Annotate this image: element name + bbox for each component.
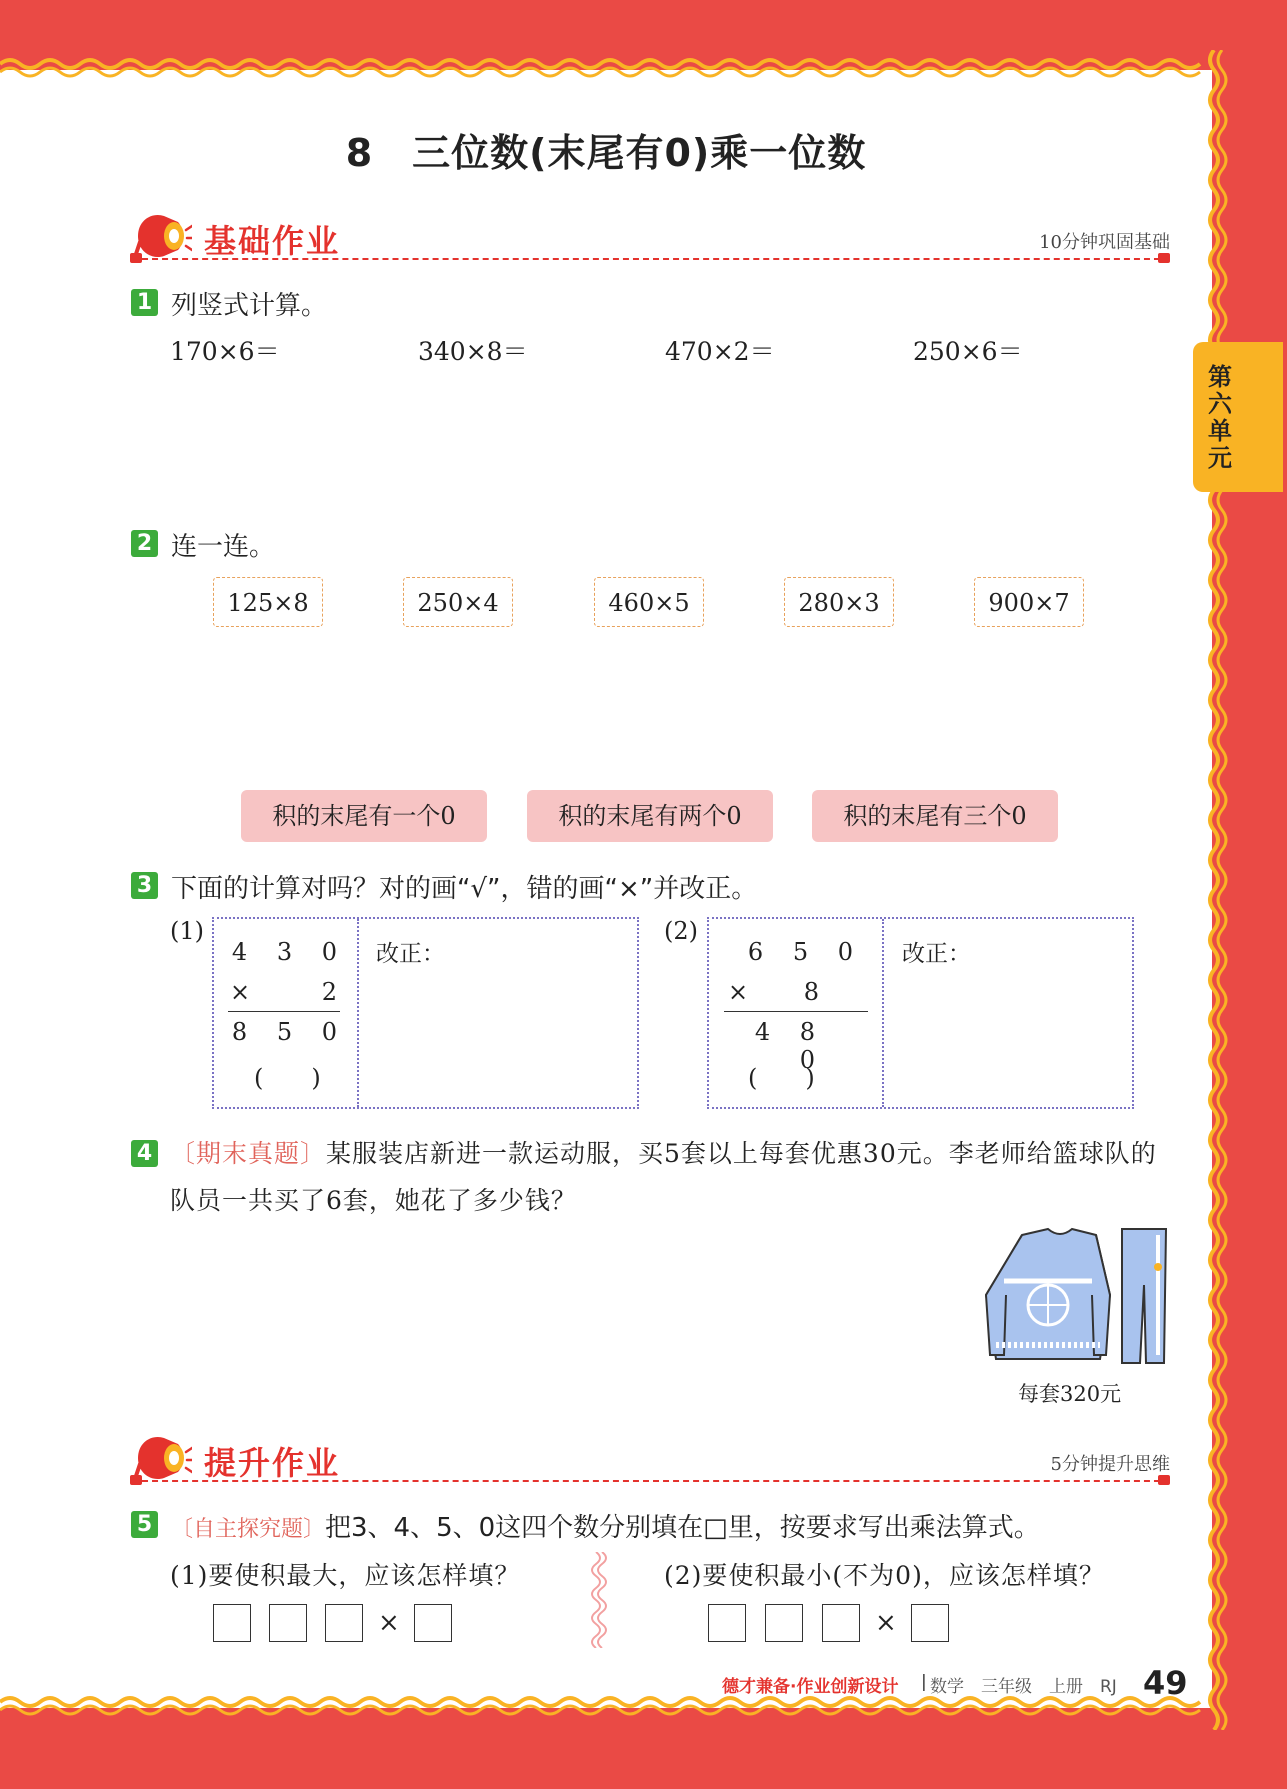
question-number-1: 1 — [131, 289, 158, 316]
vertical-calc-result: 8 5 0 — [231, 1018, 348, 1046]
correction-label: 改正： — [902, 941, 971, 967]
judgement-blank[interactable]: ( ) — [748, 1064, 815, 1092]
q3-problem-label: (2) — [664, 917, 698, 945]
match-item[interactable]: 900×7 — [974, 577, 1084, 627]
divider-end-right — [1158, 1475, 1170, 1485]
wavy-border-right — [1200, 50, 1240, 1730]
question-5-prompt — [171, 1507, 1040, 1544]
question-number-5: 5 — [131, 1511, 158, 1538]
judgement-blank[interactable]: ( ) — [254, 1064, 321, 1092]
question-2-prompt: 连一连。 — [171, 532, 276, 562]
q1-expression: 340×8＝ — [418, 337, 528, 366]
question-number-2: 2 — [131, 530, 158, 557]
question-3-prompt: 下面的计算对吗？对的画“√”，错的画“×”并改正。 — [171, 874, 758, 904]
match-item[interactable]: 460×5 — [594, 577, 704, 627]
match-item[interactable]: 125×8 — [213, 577, 323, 627]
q5-sub-question-2: (2)要使积最小(不为0)，应该怎样填？ — [664, 1561, 1105, 1590]
section-divider-basic — [132, 258, 1170, 260]
question-number-3: 3 — [131, 872, 158, 899]
footer-separator: | — [921, 1672, 927, 1692]
q5-sub-question-1: (1)要使积最大，应该怎样填？ — [170, 1561, 521, 1590]
price-label: 每套320元 — [1018, 1382, 1122, 1406]
wavy-separator — [588, 1552, 610, 1648]
section-note-basic: 10分钟巩固基础 — [1039, 232, 1170, 253]
q3-box-divider — [882, 919, 884, 1107]
section-header-basic — [130, 208, 1170, 268]
answer-box[interactable] — [708, 1604, 746, 1642]
question-5-tag: 〔自主探究题〕 — [171, 1517, 326, 1542]
match-target[interactable]: 积的末尾有三个0 — [812, 790, 1058, 842]
answer-box[interactable] — [325, 1604, 363, 1642]
answer-box[interactable] — [269, 1604, 307, 1642]
q1-expression: 170×6＝ — [170, 337, 280, 366]
multiply-sign: × — [875, 1608, 897, 1638]
match-item[interactable]: 280×3 — [784, 577, 894, 627]
lesson-title: 8 三位数(末尾有0)乘一位数 — [345, 131, 867, 175]
question-5-body: 把3、4、5、0这四个数分别填在□里，按要求写出乘法算式。 — [325, 1513, 1040, 1543]
answer-box[interactable] — [911, 1604, 949, 1642]
section-name-basic: 基础作业 — [204, 222, 341, 260]
unit-side-tab — [1193, 342, 1283, 492]
answer-box[interactable] — [213, 1604, 251, 1642]
answer-box[interactable] — [414, 1604, 452, 1642]
match-target[interactable]: 积的末尾有两个0 — [527, 790, 773, 842]
q1-expression: 470×2＝ — [665, 337, 775, 366]
answer-box[interactable] — [765, 1604, 803, 1642]
question-4-text — [170, 1130, 1175, 1224]
tracksuit-illustration — [982, 1225, 1172, 1375]
footer-brand: 德才兼备·作业创新设计 — [722, 1677, 899, 1697]
question-1-prompt: 列竖式计算。 — [171, 291, 328, 321]
question-4-body: 某服装店新进一款运动服，买5套以上每套优惠30元。李老师给篮球队的队员一共买了6套，她花了多少钱？ — [170, 1139, 1157, 1215]
vertical-calc-operator: × — [728, 978, 760, 1006]
correction-label: 改正： — [376, 941, 445, 967]
section-name-advanced: 提升作业 — [204, 1444, 341, 1482]
wavy-border-top — [0, 50, 1287, 82]
vertical-calc-line — [724, 1011, 868, 1012]
question-4-tag: 〔期末真题〕 — [170, 1139, 327, 1168]
vertical-calc-top: 6 5 0 — [747, 938, 864, 966]
q3-problem-label: (1) — [170, 917, 204, 945]
vertical-calc-top: 4 3 0 — [231, 938, 348, 966]
match-item[interactable]: 250×4 — [403, 577, 513, 627]
section-header-advanced — [130, 1430, 1170, 1490]
footer-book-info: 数学 三年级 上册 RJ — [930, 1677, 1117, 1697]
unit-side-tab-label: 第六单元 — [1208, 363, 1232, 472]
q1-expression: 250×6＝ — [913, 337, 1023, 366]
divider-end-left — [130, 1475, 142, 1485]
multiply-sign: × — [378, 1608, 400, 1638]
q3-box-divider — [357, 919, 359, 1107]
vertical-calc-multiplier: 8 — [803, 978, 830, 1006]
section-note-advanced: 5分钟提升思维 — [1050, 1454, 1170, 1475]
page-number: 49 — [1143, 1664, 1188, 1702]
answer-box[interactable] — [822, 1604, 860, 1642]
divider-end-right — [1158, 253, 1170, 263]
match-target[interactable]: 积的末尾有一个0 — [241, 790, 487, 842]
divider-end-left — [130, 253, 142, 263]
section-divider-advanced — [132, 1480, 1170, 1482]
question-number-4: 4 — [131, 1140, 158, 1167]
vertical-calc-operator: × — [230, 978, 262, 1006]
vertical-calc-line — [228, 1011, 340, 1012]
vertical-calc-result: 4 8 0 — [754, 1018, 826, 1074]
vertical-calc-multiplier: 2 — [321, 978, 348, 1006]
